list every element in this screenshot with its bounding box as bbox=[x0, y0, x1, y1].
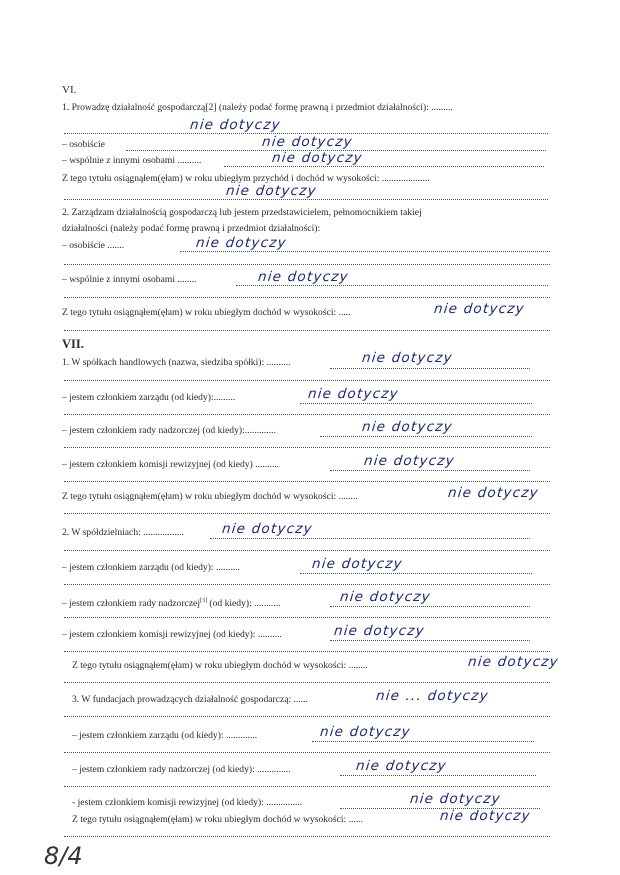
handwritten-answer: nie dotyczy bbox=[307, 386, 400, 402]
vii-zarzad2-label: – jestem członkiem zarządu (od kiedy): .......... bbox=[62, 562, 240, 573]
handwritten-answer: nie dotyczy bbox=[261, 134, 354, 150]
handwritten-page-mark: 8/4 bbox=[44, 842, 83, 870]
handwritten-answer: nie dotyczy bbox=[333, 623, 426, 639]
handwritten-answer: nie ... dotyczy bbox=[375, 688, 490, 704]
rada2-text: – jestem członkiem rady nadzorczej bbox=[62, 598, 200, 610]
answer-line bbox=[64, 752, 550, 753]
answer-line bbox=[64, 414, 550, 415]
vi-tytul2-text: Z tego tytułu osiągnąłem(ęłam) w roku ubiegłym dochód w wysokości: ..... bbox=[62, 307, 351, 318]
vii-p3-text: 3. W fundacjach prowadzących działalność gospodarczą: ...... bbox=[72, 694, 308, 705]
answer-line bbox=[224, 166, 544, 167]
answer-line bbox=[330, 640, 530, 641]
handwritten-answer: nie dotyczy bbox=[355, 758, 448, 774]
vii-p2-text: 2. W spółdzielniach: ................. bbox=[62, 527, 184, 538]
answer-line bbox=[300, 403, 532, 404]
handwritten-answer: nie dotyczy bbox=[409, 791, 502, 807]
answer-line bbox=[340, 775, 536, 776]
vii-zarzad-label: – jestem członkiem zarządu (od kiedy):......... bbox=[62, 392, 236, 403]
vi-p1-text: 1. Prowadzę działalność gospodarczą[2] (należy podać formę prawną i przedmiot działalności): ......... bbox=[62, 102, 453, 113]
handwritten-answer: nie dotyczy bbox=[311, 556, 404, 572]
vii-rada-label: – jestem członkiem rady nadzorczej (od kiedy):............. bbox=[62, 425, 276, 436]
answer-line bbox=[64, 447, 550, 448]
handwritten-answer: nie dotyczy bbox=[319, 724, 412, 740]
vii-zarzad3-label: – jestem członkiem zarządu (od kiedy): ............. bbox=[72, 730, 258, 741]
vii-komisja-label: – jestem członkiem komisji rewizyjnej (od kiedy) .......... bbox=[62, 459, 280, 470]
vii-tytul3-text: Z tego tytułu osiągnąłem(ęłam) w roku ubiegłym dochód w wysokości: ...... bbox=[72, 814, 363, 825]
handwritten-answer: nie dotyczy bbox=[361, 350, 454, 366]
handwritten-answer: nie dotyczy bbox=[447, 485, 540, 501]
vi-p2-line1: 2. Zarządzam działalnością gospodarczą lub jestem przedstawicielem, pełnomocnikiem takiej bbox=[62, 207, 422, 218]
answer-line bbox=[64, 380, 550, 381]
answer-line bbox=[64, 264, 550, 265]
vii-rada2-label bbox=[62, 595, 281, 610]
rada2-text-post: (od kiedy): ........... bbox=[206, 598, 281, 610]
answer-line bbox=[64, 716, 550, 717]
handwritten-answer: nie dotyczy bbox=[363, 453, 456, 469]
handwritten-answer: nie dotyczy bbox=[439, 808, 532, 824]
answer-line bbox=[64, 199, 548, 200]
answer-line bbox=[64, 651, 550, 652]
answer-line bbox=[64, 584, 550, 585]
answer-line bbox=[300, 573, 532, 574]
handwritten-answer: nie dotyczy bbox=[195, 235, 288, 251]
answer-line bbox=[64, 682, 550, 683]
footnote-ref: [3] bbox=[199, 598, 207, 604]
answer-line bbox=[64, 786, 550, 787]
handwritten-answer: nie dotyczy bbox=[339, 589, 432, 605]
answer-line bbox=[64, 297, 550, 298]
vi-wspolnie2-label: – wspólnie z innymi osobami ........ bbox=[62, 274, 197, 285]
handwritten-answer: nie dotyczy bbox=[433, 301, 526, 317]
answer-line bbox=[180, 251, 550, 252]
vii-komisja2-label: – jestem członkiem komisji rewizyjnej (od kiedy): .......... bbox=[62, 629, 282, 640]
handwritten-answer: nie dotyczy bbox=[221, 521, 314, 537]
handwritten-answer: nie dotyczy bbox=[271, 150, 364, 166]
vii-tytul2-text: Z tego tytułu osiągnąłem(ęłam) w roku ubiegłym dochód w wysokości: ........ bbox=[72, 660, 368, 671]
vi-p2-line2: działalności (należy podać formę prawną i przedmiot działalności): bbox=[62, 223, 321, 234]
answer-line bbox=[330, 470, 530, 471]
answer-line bbox=[210, 538, 530, 539]
answer-line bbox=[64, 513, 550, 514]
handwritten-answer: nie dotyczy bbox=[467, 654, 560, 670]
vi-wspolnie-label: – wspólnie z innymi osobami .......... bbox=[62, 155, 202, 166]
answer-line bbox=[320, 436, 532, 437]
answer-line bbox=[330, 368, 530, 369]
handwritten-answer: nie dotyczy bbox=[257, 269, 350, 285]
answer-line bbox=[64, 330, 550, 331]
answer-line bbox=[312, 741, 534, 742]
section-vi-heading: VI. bbox=[62, 84, 77, 96]
handwritten-answer: nie dotyczy bbox=[225, 183, 318, 199]
vi-tytul1-text: Z tego tytułu osiągnąłem(ęłam) w roku ubiegłym przychód i dochód w wysokości: .................... bbox=[62, 173, 430, 184]
vii-rada3-label: – jestem członkiem rady nadzorczej (od kiedy): .............. bbox=[72, 764, 291, 775]
handwritten-answer: nie dotyczy bbox=[189, 117, 282, 133]
section-vii-heading: VII. bbox=[62, 337, 84, 351]
vii-tytul1-text: Z tego tytułu osiągnąłem(ęłam) w roku ubiegłym dochód w wysokości: ........ bbox=[62, 491, 358, 502]
answer-line bbox=[64, 617, 550, 618]
answer-line bbox=[236, 285, 548, 286]
vii-komisja3-label: - jestem członkiem komisji rewizyjnej (od kiedy): ............... bbox=[72, 797, 303, 808]
vi-osobiscie2-label: – osobiście ....... bbox=[62, 240, 125, 251]
answer-line bbox=[64, 550, 550, 551]
vi-osobiscie-label: – osobiście bbox=[62, 139, 105, 150]
answer-line bbox=[64, 481, 550, 482]
answer-line bbox=[64, 836, 550, 837]
answer-line bbox=[330, 606, 530, 607]
vii-p1-text: 1. W spółkach handlowych (nazwa, siedziba spółki): .......... bbox=[62, 357, 291, 368]
handwritten-answer: nie dotyczy bbox=[361, 419, 454, 435]
